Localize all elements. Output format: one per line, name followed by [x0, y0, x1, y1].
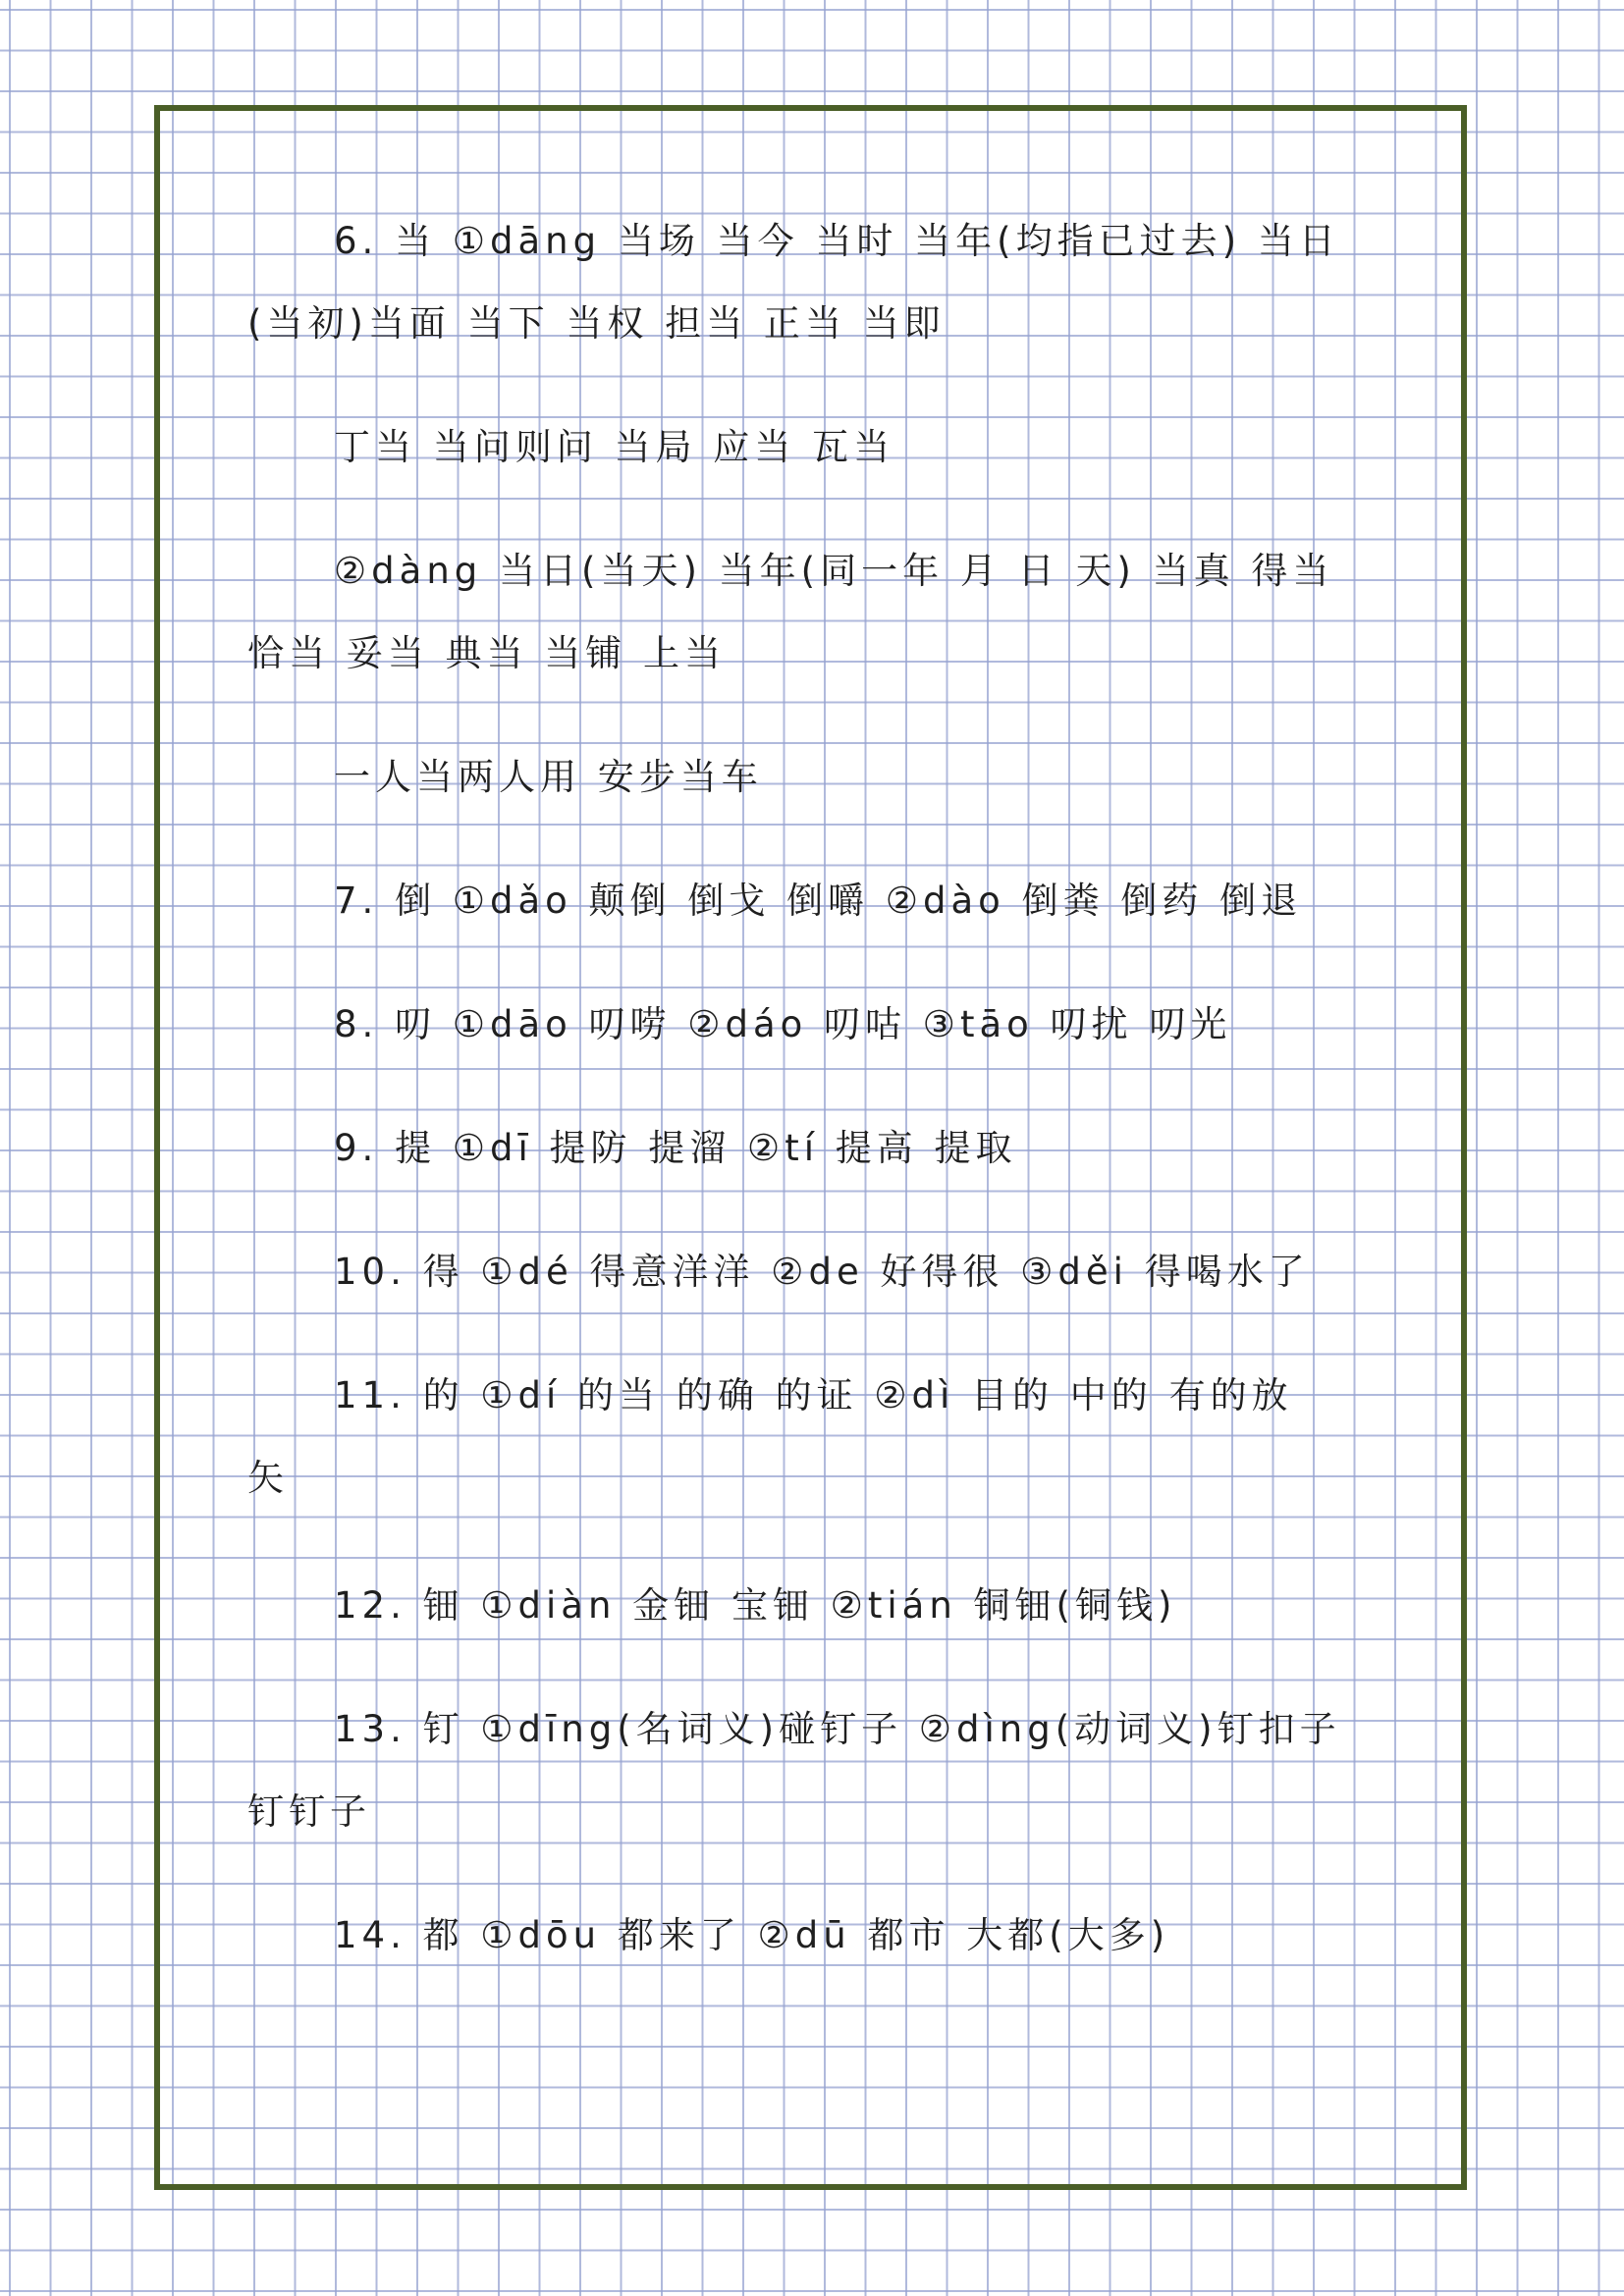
entry-6-dang4-line-2: 恰当 妥当 典当 当铺 上当: [247, 632, 727, 674]
entry-9: 9. 提 ①dī 提防 提溜 ②tí 提高 提取: [334, 1127, 1017, 1169]
entry-11-line-2: 矢: [247, 1457, 289, 1499]
entry-6-line-2: (当初)当面 当下 当权 担当 正当 当即: [247, 302, 946, 345]
entry-8: 8. 叨 ①dāo 叨唠 ②dáo 叨咕 ③tāo 叨扰 叨光: [334, 1003, 1232, 1045]
entry-7: 7. 倒 ①dǎo 颠倒 倒戈 倒嚼 ②dào 倒粪 倒药 倒退: [334, 880, 1303, 922]
entry-11-line-1: 11. 的 ①dí 的当 的确 的证 ②dì 目的 中的 有的放: [334, 1374, 1293, 1416]
entry-6-line-3: 丁当 当问则问 当局 应当 瓦当: [334, 426, 895, 468]
entry-6-dang4-line-3: 一人当两人用 安步当车: [334, 756, 763, 798]
entry-6-dang4-line-1: ②dàng 当日(当天) 当年(同一年 月 日 天) 当真 得当: [334, 550, 1334, 592]
entry-12: 12. 钿 ①diàn 金钿 宝钿 ②tián 铜钿(铜钱): [334, 1584, 1177, 1627]
entry-10: 10. 得 ①dé 得意洋洋 ②de 好得很 ③děi 得喝水了: [334, 1251, 1310, 1293]
entry-13-line-1: 13. 钉 ①dīng(名词义)碰钉子 ②dìng(动词义)钉扣子: [334, 1708, 1341, 1750]
entry-14: 14. 都 ①dōu 都来了 ②dū 都市 大都(大多): [334, 1914, 1170, 1956]
entry-13-line-2: 钉钉子: [247, 1790, 371, 1833]
entry-6-line-1: 6. 当 ①dāng 当场 当今 当时 当年(均指已过去) 当日: [334, 220, 1340, 262]
